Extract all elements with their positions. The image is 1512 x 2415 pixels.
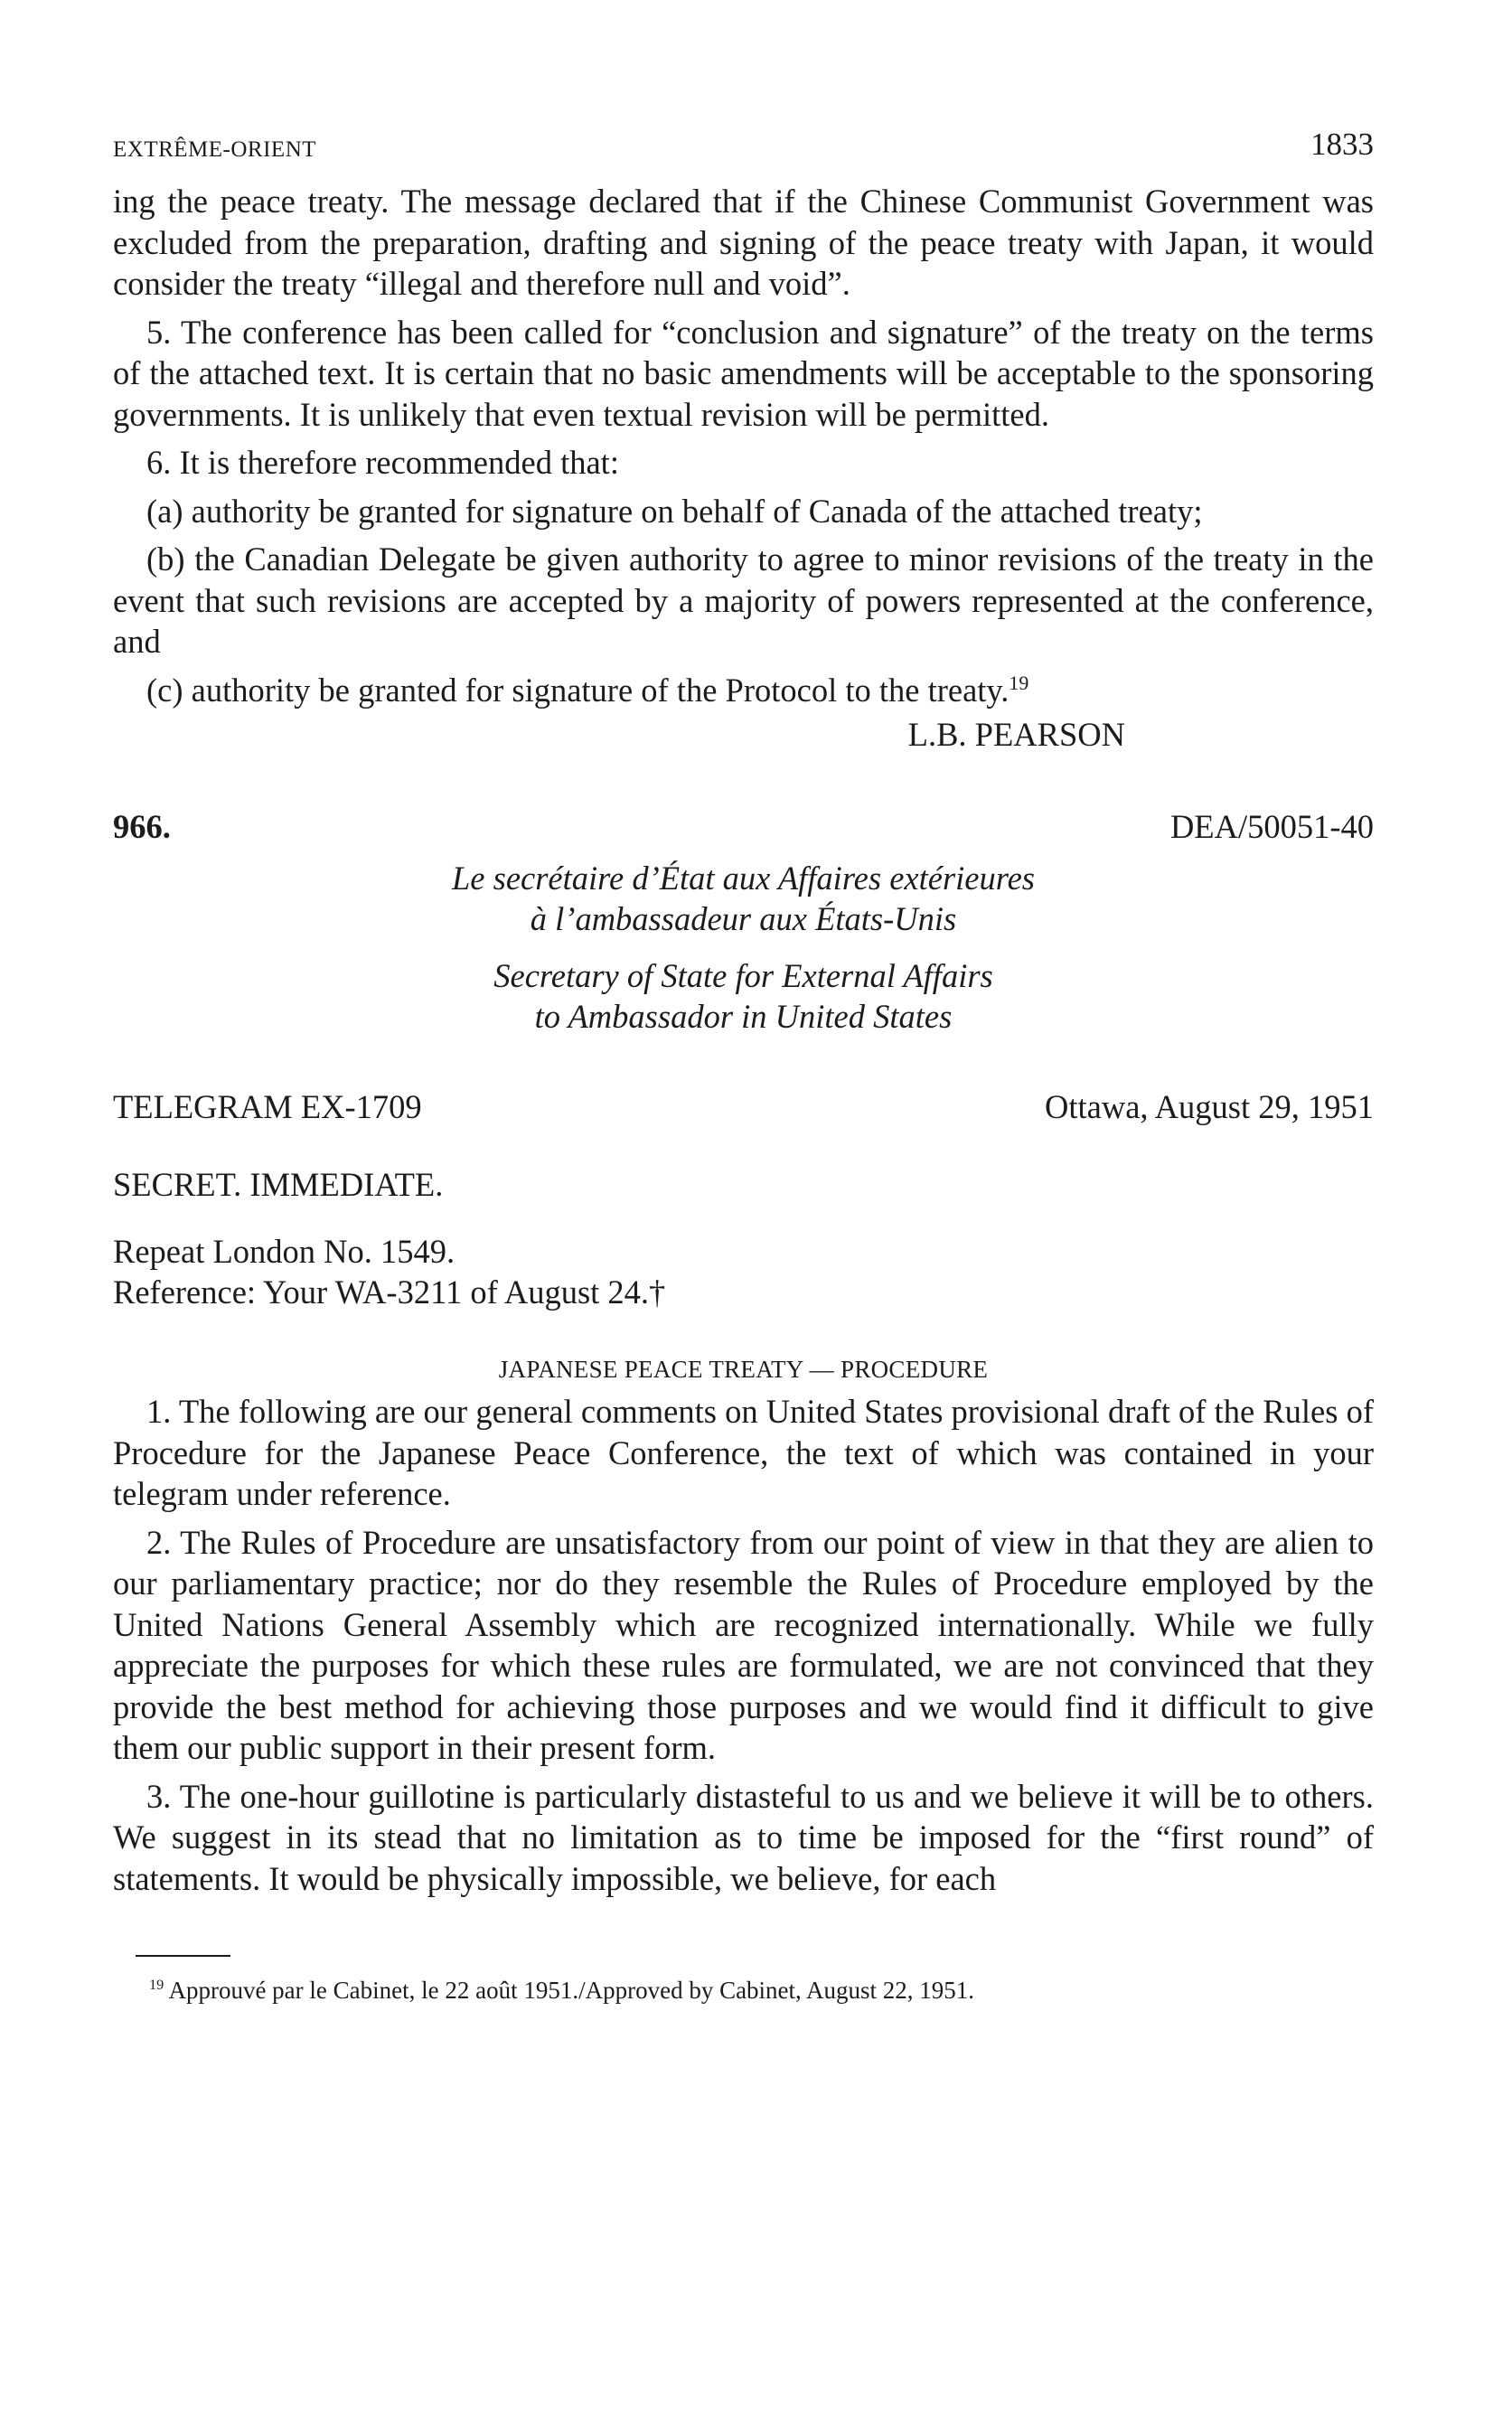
- repeat-line: Repeat London No. 1549.: [113, 1233, 455, 1270]
- heading-line: to Ambassador in United States: [534, 998, 953, 1035]
- subject-heading: JAPANESE PEACE TREATY — PROCEDURE: [498, 1356, 989, 1383]
- paragraph: (b) the Canadian Delegate be given authority to agree to minor revisions of the treaty in the event that such revisions are accepted by a majority of powers represented at the conference, and: [113, 540, 1374, 660]
- references: [113, 1231, 1374, 1312]
- heading-english: [113, 955, 1374, 1037]
- file-reference: DEA/50051-40: [1169, 808, 1374, 845]
- footnote-divider: [136, 1955, 230, 1957]
- signature: [113, 714, 1374, 755]
- footnote: [149, 1977, 1374, 2005]
- paragraph: (a) authority be granted for signature on behalf of Canada of the attached treaty;: [146, 492, 1203, 530]
- reference-line: Reference: Your WA-3211 of August 24.†: [113, 1273, 666, 1311]
- page-number: 1833: [1310, 127, 1374, 162]
- telegram-label: TELEGRAM EX-1709: [113, 1088, 422, 1125]
- document-page: [113, 127, 1374, 2005]
- footnote-text: Approuvé par le Cabinet, le 22 août 1951./Approved by Cabinet, August 22, 1951.: [168, 1977, 975, 2004]
- paragraph: 1. The following are our general comments on United States provisional draft of the Rules of Procedure for the Japanese Peace Conference, the text of which was contained in your telegram under reference.: [113, 1393, 1374, 1512]
- heading-line: Secretary of State for External Affairs: [493, 957, 993, 994]
- telegram-line: [113, 1087, 1374, 1132]
- signature-name: L.B. PEARSON: [907, 716, 1125, 753]
- footnote-marker: 19: [1009, 671, 1029, 694]
- document-number: 966.: [113, 808, 171, 845]
- paragraph: 5. The conference has been called for “conclusion and signature” of the treaty on the terms of the attached text. It is certain that no basic amendments will be acceptable to the sponsoring governments. It is unlikely that even textual revision will be permitted.: [113, 313, 1374, 433]
- heading-french: [113, 858, 1374, 939]
- heading-line: Le secrétaire d’État aux Affaires extérieures: [451, 860, 1035, 897]
- running-head: [113, 127, 1374, 181]
- paragraph: 6. It is therefore recommended that:: [146, 444, 619, 481]
- paragraph: ing the peace treaty. The message declared that if the Chinese Communist Government was excluded from the preparation, drafting and signing of the peace treaty with Japan, it would consider the treaty “illegal and therefore null and void”.: [113, 183, 1374, 302]
- place-date: Ottawa, August 29, 1951: [1045, 1088, 1374, 1125]
- paragraph: [113, 670, 1374, 711]
- telegram-body: [113, 1391, 1374, 1899]
- running-head-title: EXTRÊME-ORIENT: [113, 137, 317, 162]
- paragraph-text: (c) authority be granted for signature of the Protocol to the treaty.: [146, 671, 1010, 709]
- continuation-text: [113, 181, 1374, 710]
- heading-line: à l’ambassadeur aux États-Unis: [530, 900, 957, 937]
- paragraph: 3. The one-hour guillotine is particularly distasteful to us and we believe it will be to others. We suggest in its stead that no limitation as to time be imposed for the “first round” of statements. It would be physically impossible, we believe, for each: [113, 1777, 1374, 1897]
- document-header: [113, 807, 1374, 854]
- paragraph: 2. The Rules of Procedure are unsatisfactory from our point of view in that they are alien to our parliamentary practice; nor do they resemble the Rules of Procedure employed by the United Nations General Assembly which are recognized internationally. While we fully appreciate the purposes for which these rules are formulated, we are not convinced that they provide the best method for achieving those purposes and we would find it difficult to give them our public support in their present form.: [113, 1523, 1374, 1766]
- classification: SECRET. IMMEDIATE.: [113, 1166, 444, 1203]
- footnote-number: 19: [149, 1977, 164, 1993]
